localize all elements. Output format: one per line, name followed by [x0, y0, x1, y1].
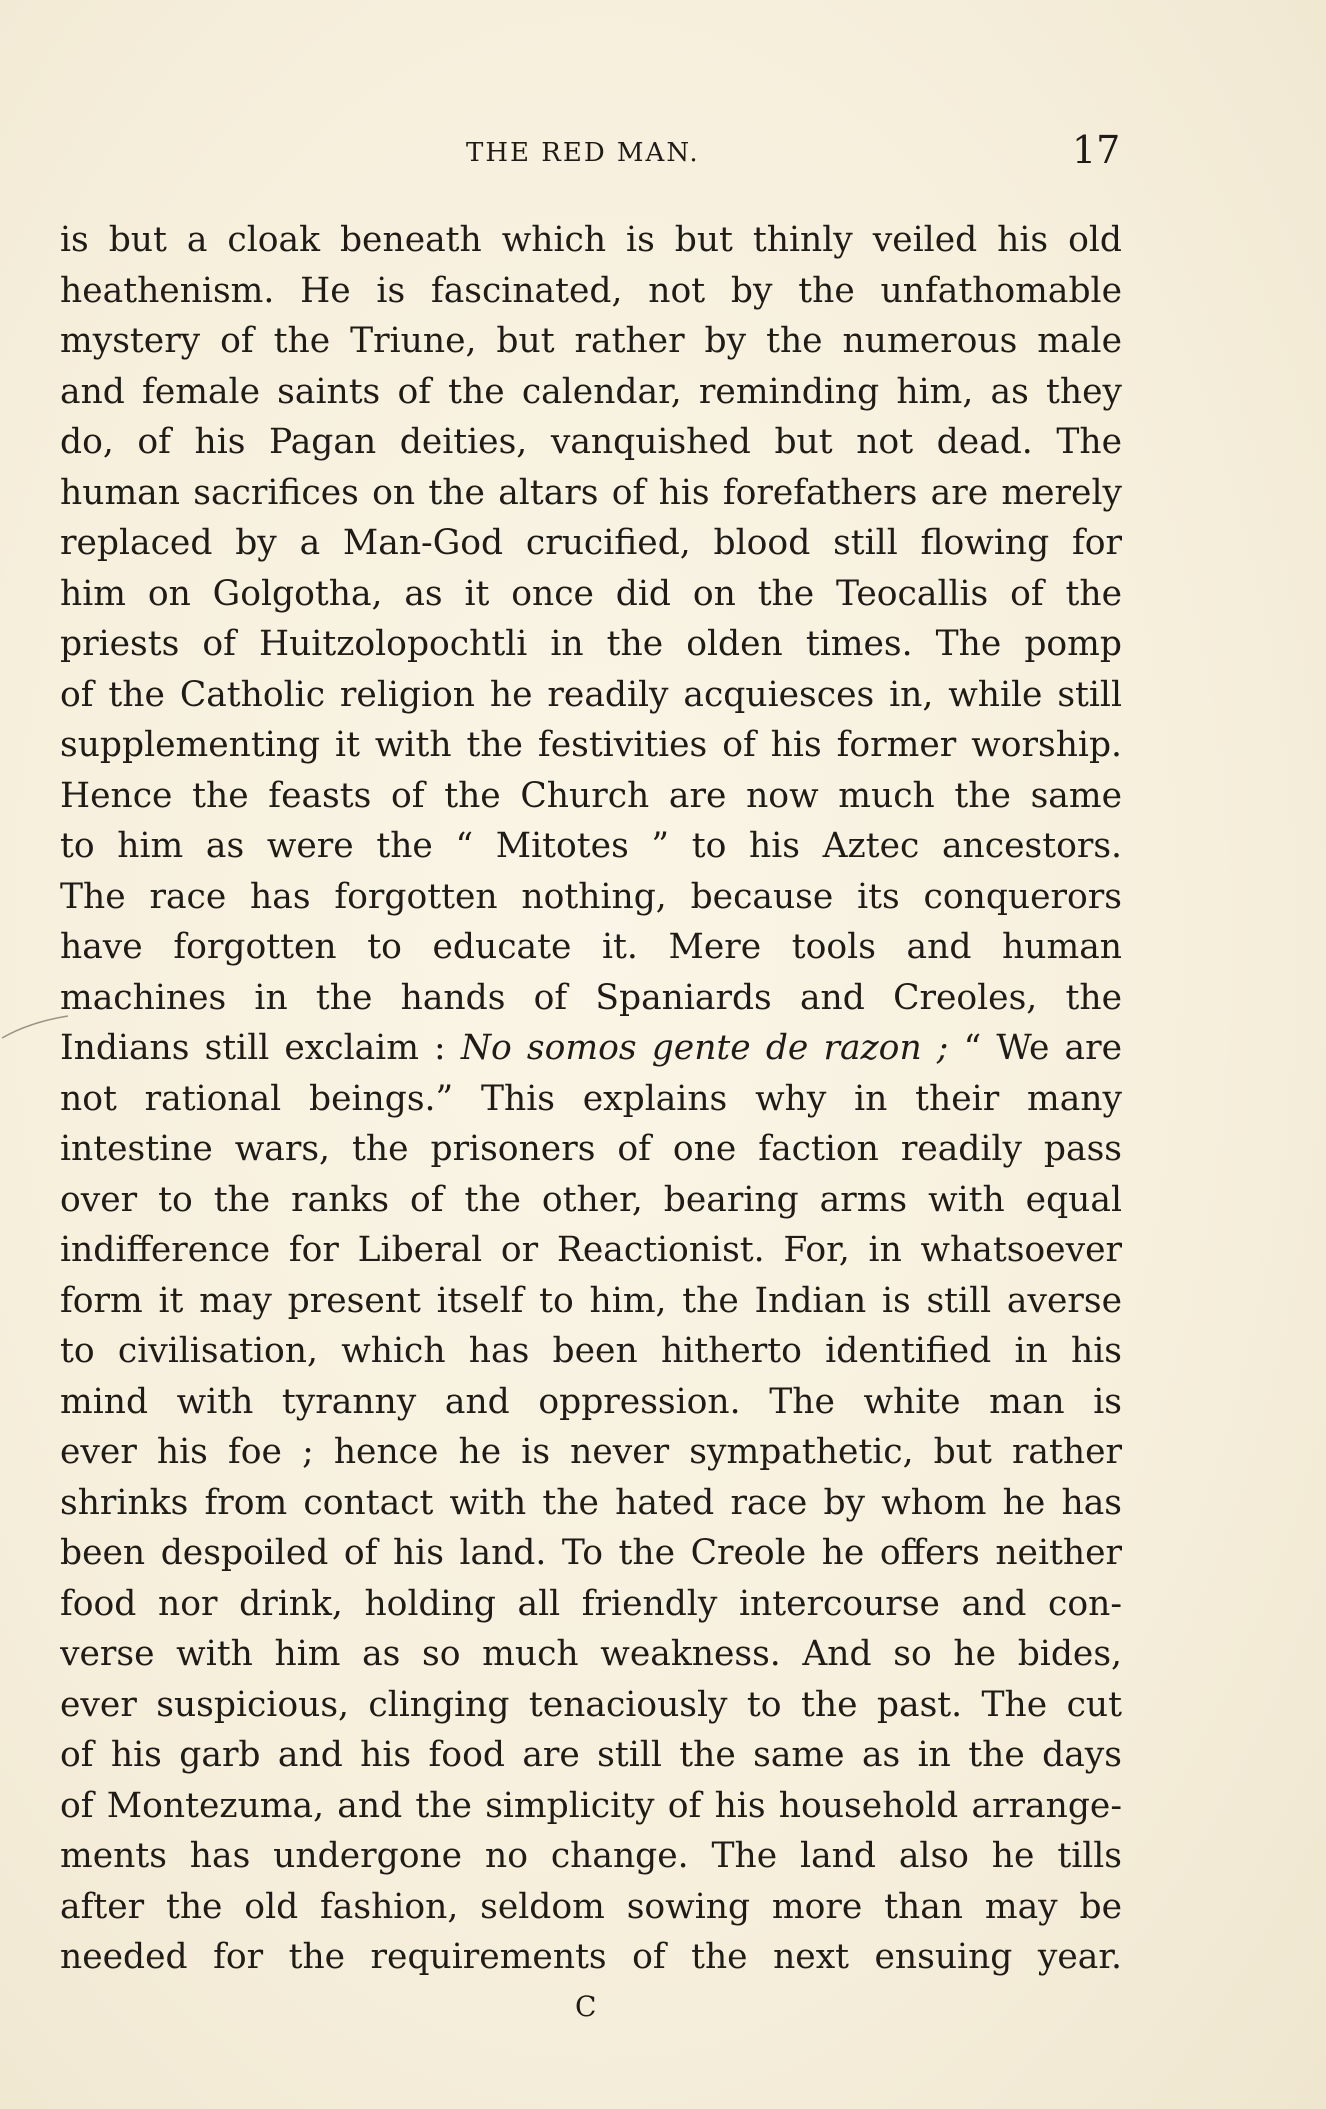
text-line: supplementing it with the festivities of his former worship. [60, 725, 1122, 765]
text-line: of the Catholic religion he readily acquiesces in, while still [60, 674, 1122, 715]
text-line: form it may present itself to him, the Indian is still averse [60, 1280, 1122, 1321]
text-line: priests of Huitzolopochtli in the olden times. The pomp [60, 624, 1122, 664]
text-line: Hence the feasts of the Church are now much the same [60, 775, 1122, 816]
text-line: human sacrifices on the altars of his forefathers are merely [60, 472, 1122, 513]
text-line: machines in the hands of Spaniards and Creoles, the [60, 977, 1122, 1018]
text-line: food nor drink, holding all friendly intercourse and con- [60, 1583, 1122, 1624]
text-line: needed for the requirements of the next ensuing year. [60, 1937, 1122, 1977]
text-line: of Montezuma, and the simplicity of his household arrange- [60, 1785, 1122, 1826]
italic-line-before: Indians still exclaim : [60, 1028, 461, 1068]
text-line: mystery of the Triune, but rather by the numerous male [60, 321, 1122, 361]
text-line: and female saints of the calendar, reminding him, as they [60, 371, 1122, 412]
text-line: to civilisation, which has been hitherto identified in his [60, 1331, 1122, 1371]
body-text [60, 215, 1122, 1983]
text-line: indifference for Liberal or Reactionist. For, in whatsoever [60, 1230, 1122, 1270]
text-line: is but a cloak beneath which is but thinly veiled his old [60, 220, 1122, 260]
text-line: over to the ranks of the other, bearing arms with equal [60, 1179, 1122, 1220]
text-line: ever suspicious, clinging tenaciously to the past. The cut [60, 1684, 1122, 1725]
text-line: verse with him as so much weakness. And so he bides, [60, 1634, 1122, 1674]
page-number: 17 [1072, 128, 1121, 172]
running-title: THE RED MAN. [466, 138, 700, 168]
text-line: shrinks from contact with the hated race by whom he has [60, 1482, 1122, 1523]
text-line: of his garb and his food are still the same as in the days [60, 1735, 1122, 1775]
text-line: intestine wars, the prisoners of one faction readily pass [60, 1129, 1122, 1169]
text-line: The race has forgotten nothing, because its conquerors [60, 876, 1122, 917]
text-line: replaced by a Man-God crucified, blood still flowing for [60, 523, 1122, 563]
page-header [0, 128, 1326, 188]
text-line: mind with tyranny and oppression. The white man is [60, 1381, 1122, 1422]
text-line: heathenism. He is fascinated, not by the unfathomable [60, 270, 1122, 311]
text-line: him on Golgotha, as it once did on the Teocallis of the [60, 573, 1122, 614]
text-line: do, of his Pagan deities, vanquished but not dead. The [60, 422, 1122, 462]
signature-mark: C [575, 1990, 598, 2023]
text-line: ever his foe ; hence he is never sympathetic, but rather [60, 1432, 1122, 1472]
text-line: have forgotten to educate it. Mere tools and human [60, 927, 1122, 967]
text-line: after the old fashion, seldom sowing more than may be [60, 1886, 1122, 1927]
text-line-with-italic [60, 1023, 1122, 1074]
text-line: to him as were the “ Mitotes ” to his Aztec ancestors. [60, 826, 1122, 866]
text-line: not rational beings.” This explains why in their many [60, 1078, 1122, 1119]
text-line: been despoiled of his land. To the Creole he offers neither [60, 1533, 1122, 1573]
spanish-quote: No somos gente de razon ; [460, 1028, 949, 1068]
text-line: ments has undergone no change. The land also he tills [60, 1836, 1122, 1876]
italic-line-after: “ We are [948, 1028, 1122, 1068]
